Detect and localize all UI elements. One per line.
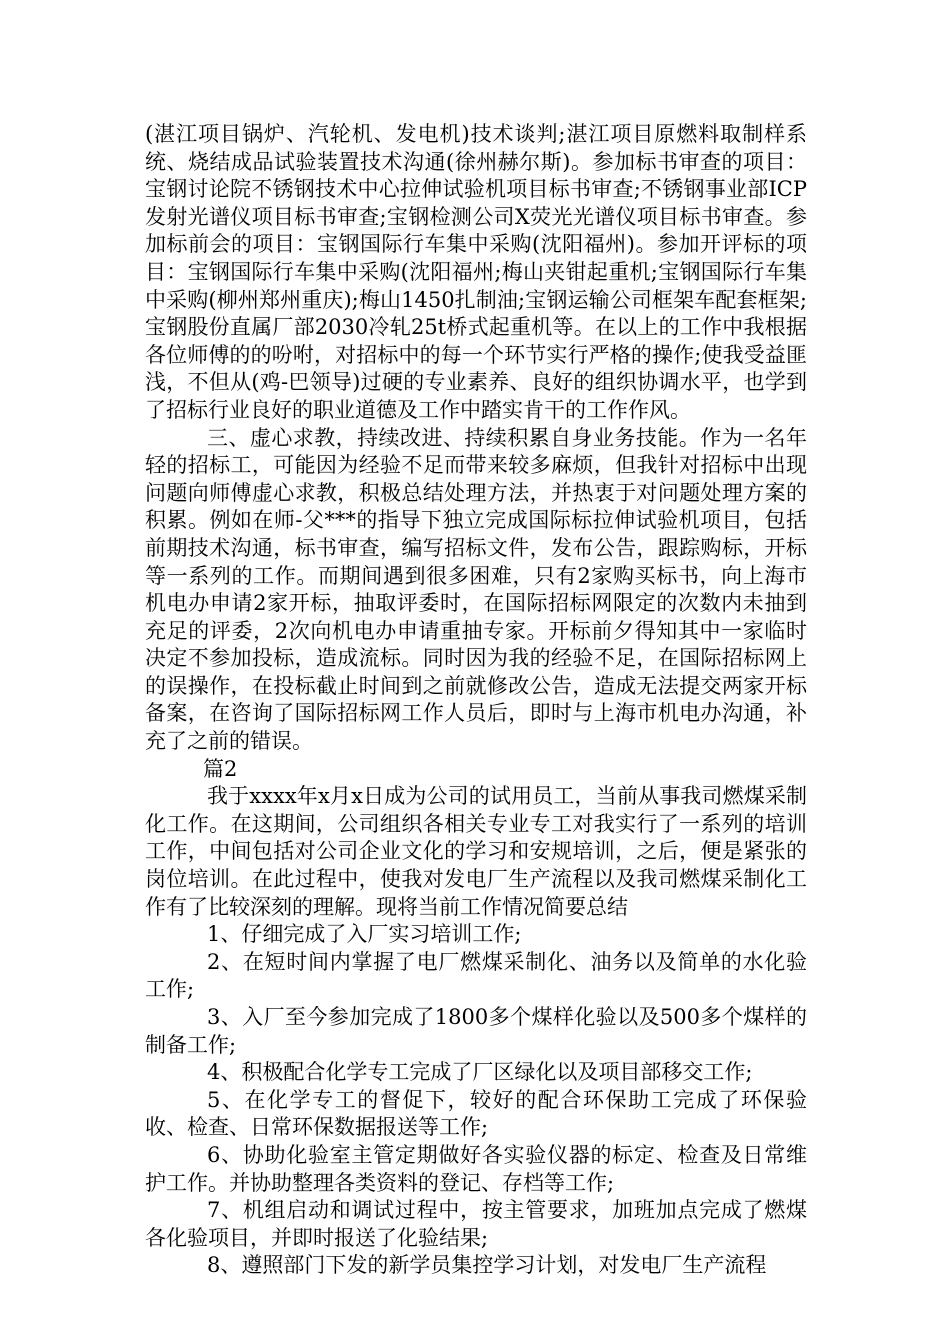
paragraph-bid-projects: (湛江项目锅炉、汽轮机、发电机)技术谈判;湛江项目原燃料取制样系统、烧结成品试验装置技术沟通(徐州赫尔斯)。参加标书审查的项目：宝钢讨论院不锈钢技术中心拉伸试验机项目标书审查;不锈钢事业部ICP发射光谱仪项目标书审查;宝钢检测公司X荧光光谱仪项目标书审查。参加标前会的项目：宝钢国际行车集中采购(沈阳福州)。参加开评标的项目：宝钢国际行车集中采购(沈阳福州;梅山夹钳起重机;宝钢国际行车集中采购(柳州郑州重庆);梅山1450扎制油;宝钢运输公司框架车配套框架;宝钢股份直属厂部2030冷轧25t桥式起重机等。在以上的工作中我根据各位师傅的的吩咐，对招标中的每一个环节实行严格的操作;使我受益匪浅，不但从(鸡-巴领导)过硬的专业素养、良好的组织协调水平，也学到了招标行业良好的职业道德及工作中踏实肯干的工作作风。 (145, 122, 807, 422)
list-item: 1、仔细完成了入厂实习培训工作; (207, 922, 522, 947)
list-item: 7、机组启动和调试过程中，按主管要求，加班加点完成了燃煤各化验项目，并即时报送了化验结果; (145, 1198, 807, 1250)
section-heading-part-2: 篇2 (203, 756, 238, 781)
list-item: 3、入厂至今参加完成了1800多个煤样化验以及500多个煤样的制备工作; (145, 1005, 807, 1057)
list-item: 5、在化学专工的督促下，较好的配合环保助工完成了环保验收、检查、日常环保数据报送等工作; (145, 1087, 807, 1140)
paragraph-part-2-intro: 我于xxxx年x月x日成为公司的试用员工，当前从事我司燃煤采制化工作。在这期间，公司组织各相关专业专工对我实行了一系列的培训工作，中间包括对公司企业文化的学习和安规培训，之后，便是紧张的岗位培训。在此过程中，使我对发电厂生产流程以及我司燃煤采制化工作有了比较深刻的理解。现将当前工作情况简要总结 (145, 784, 807, 919)
list-item: 2、在短时间内掌握了电厂燃煤采制化、油务以及简单的水化验工作; (145, 949, 807, 1002)
list-item: 8、遵照部门下发的新学员集控学习计划，对发电厂生产流程 (207, 1253, 767, 1278)
document-body (145, 121, 807, 1280)
paragraph-section-three: 三、虚心求教，持续改进、持续积累自身业务技能。作为一名年轻的招标工，可能因为经验不足而带来较多麻烦，但我针对招标中出现问题向师傅虚心求教，积极总结处理方法，并热衷于对问题处理方案的积累。例如在师-父***的指导下独立完成国际标拉伸试验机项目，包括前期技术沟通，标书审查，编写招标文件，发布公告，跟踪购标，开标等一系列的工作。而期间遇到很多困难，只有2家购买标书，向上海市机电办申请2家开标，抽取评委时，在国际招标网限定的次数内未抽到充足的评委，2次向机电办申请重抽专家。开标前夕得知其中一家临时决定不参加投标，造成流标。同时因为我的经验不足，在国际招标网上的误操作，在投标截止时间到之前就修改公告，造成无法提交两家开标备案，在咨询了国际招标网工作人员后，即时与上海市机电办沟通，补充了之前的错误。 (145, 425, 807, 754)
list-item: 6、协助化验室主管定期做好各实验仪器的标定、检查及日常维护工作。并协助整理各类资料的登记、存档等工作; (145, 1142, 807, 1195)
list-item: 4、积极配合化学专工完成了厂区绿化以及项目部移交工作; (207, 1060, 753, 1085)
